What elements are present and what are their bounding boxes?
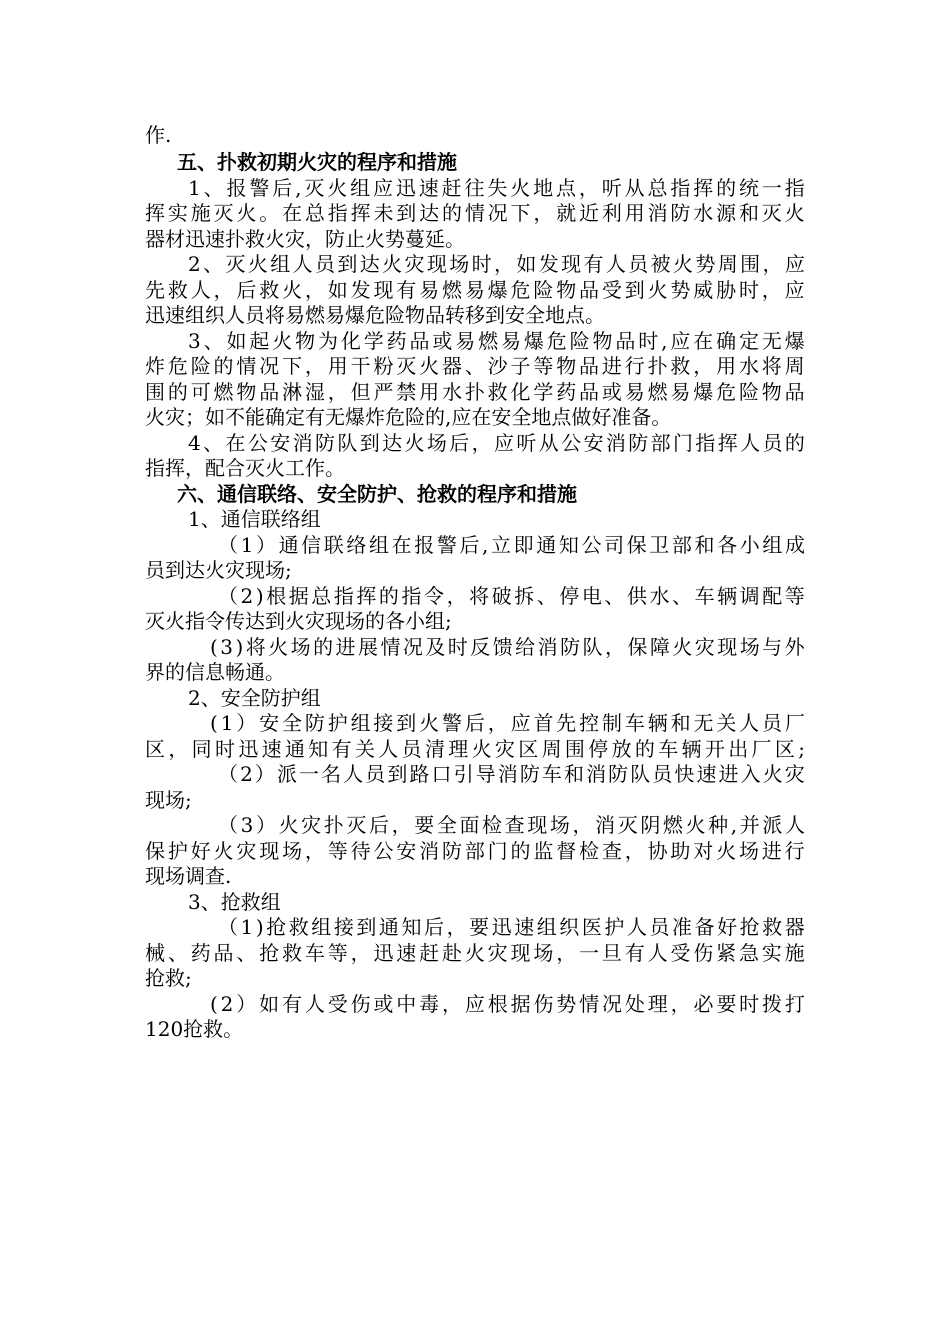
text-line: （ 2 ） 派 一 名 人 员 到 路 口 引 导 消 防 车 和 消 防 队 员 快 速 进 入 火 灾	[218, 762, 805, 786]
text-line: 作.	[145, 123, 172, 147]
text-line: 区 ， 同 时 迅 速 通 知 有 关 人 员 清 理 火 灾 区 周 围 停 放 的 车 辆 开 出 厂 区 ;	[145, 737, 805, 761]
text-line: 灭火指令传达到火灾现场的各小组;	[145, 609, 452, 633]
text-line: （ 2 ) 根 据 总 指 挥 的 指 令 ， 将 破 拆 、 停 电 、 供 水 、 车 辆 调 配 等	[218, 584, 805, 608]
subsection-heading: 1、通信联络组	[188, 507, 321, 531]
text-line: 围 的 可 燃 物 品 淋 湿 ， 但 严 禁 用 水 扑 救 化 学 药 品 或 易 燃 易 爆 危 险 物 品	[145, 380, 805, 404]
text-line: （ 1 ） 通 信 联 络 组 在 报 警 后 , 立 即 通 知 公 司 保 卫 部 和 各 小 组 成	[218, 533, 805, 557]
text-line: ( 1 ） 安 全 防 护 组 接 到 火 警 后 ， 应 首 先 控 制 车 辆 和 无 关 人 员 厂	[210, 711, 805, 735]
text-line: 器材迅速扑救火灾，防止火势蔓延。	[145, 227, 465, 251]
text-line: 120抢救。	[145, 1017, 244, 1041]
text-line: ( 2 ） 如 有 人 受 伤 或 中 毒 ， 应 根 据 伤 势 情 况 处 理 ， 必 要 时 拨 打	[210, 992, 805, 1016]
text-line: 现场调查.	[145, 864, 232, 888]
text-line: 1 、 报 警 后 , 灭 火 组 应 迅 速 赶 往 失 火 地 点 ， 听 从 总 指 挥 的 统 一 指	[188, 176, 805, 200]
text-line: 迅速组织人员将易燃易爆危险物品转移到安全地点。	[145, 303, 605, 327]
text-line: 抢救;	[145, 966, 192, 990]
text-line: 先 救 人 ， 后 救 火 ， 如 发 现 有 易 燃 易 爆 危 险 物 品 受 到 火 势 威 胁 时 ， 应	[145, 278, 805, 302]
text-line: 界的信息畅通。	[145, 660, 285, 684]
text-line: （ 1 ) 抢 救 组 接 到 通 知 后 ， 要 迅 速 组 织 医 护 人 员 准 备 好 抢 救 器	[218, 915, 805, 939]
text-line: 械 、 药 品 、 抢 救 车 等 ， 迅 速 赶 赴 火 灾 现 场 ， 一 旦 有 人 受 伤 紧 急 实 施	[145, 941, 805, 965]
text-line: 4 、 在 公 安 消 防 队 到 达 火 场 后 ， 应 听 从 公 安 消 防 部 门 指 挥 人 员 的	[188, 431, 805, 455]
text-line: 3 、 如 起 火 物 为 化 学 药 品 或 易 燃 易 爆 危 险 物 品 时 , 应 在 确 定 无 爆	[188, 329, 805, 353]
text-line: 挥 实 施 灭 火 。 在 总 指 挥 未 到 达 的 情 况 下 ， 就 近 利 用 消 防 水 源 和 灭 火	[145, 201, 805, 225]
subsection-heading: 2、安全防护组	[188, 686, 321, 710]
text-line: 员到达火灾现场;	[145, 558, 292, 582]
text-line: 指挥，配合灭火工作。	[145, 456, 345, 480]
text-line: （ 3 ） 火 灾 扑 灭 后 ， 要 全 面 检 查 现 场 ， 消 灭 阴 燃 火 种 , 并 派 人	[218, 813, 805, 837]
section-heading: 五、扑救初期火灾的程序和措施	[177, 150, 457, 174]
text-line: 现场;	[145, 788, 192, 812]
text-line: 2 、 灭 火 组 人 员 到 达 火 灾 现 场 时 ， 如 发 现 有 人 员 被 火 势 周 围 ， 应	[188, 252, 805, 276]
text-line: 炸 危 险 的 情 况 下 ， 用 干 粉 灭 火 器 、 沙 子 等 物 品 进 行 扑 救 ， 用 水 将 周	[145, 354, 805, 378]
subsection-heading: 3、抢救组	[188, 890, 281, 914]
text-line: 保 护 好 火 灾 现 场 ， 等 待 公 安 消 防 部 门 的 监 督 检 查 ， 协 助 对 火 场 进 行	[145, 839, 805, 863]
text-line: ( 3 ) 将 火 场 的 进 展 情 况 及 时 反 馈 给 消 防 队 ， 保 障 火 灾 现 场 与 外	[210, 635, 805, 659]
text-line: 火灾；如不能确定有无爆炸危险的,应在安全地点做好准备。	[145, 405, 672, 429]
section-heading: 六、通信联络、安全防护、抢救的程序和措施	[177, 482, 577, 506]
